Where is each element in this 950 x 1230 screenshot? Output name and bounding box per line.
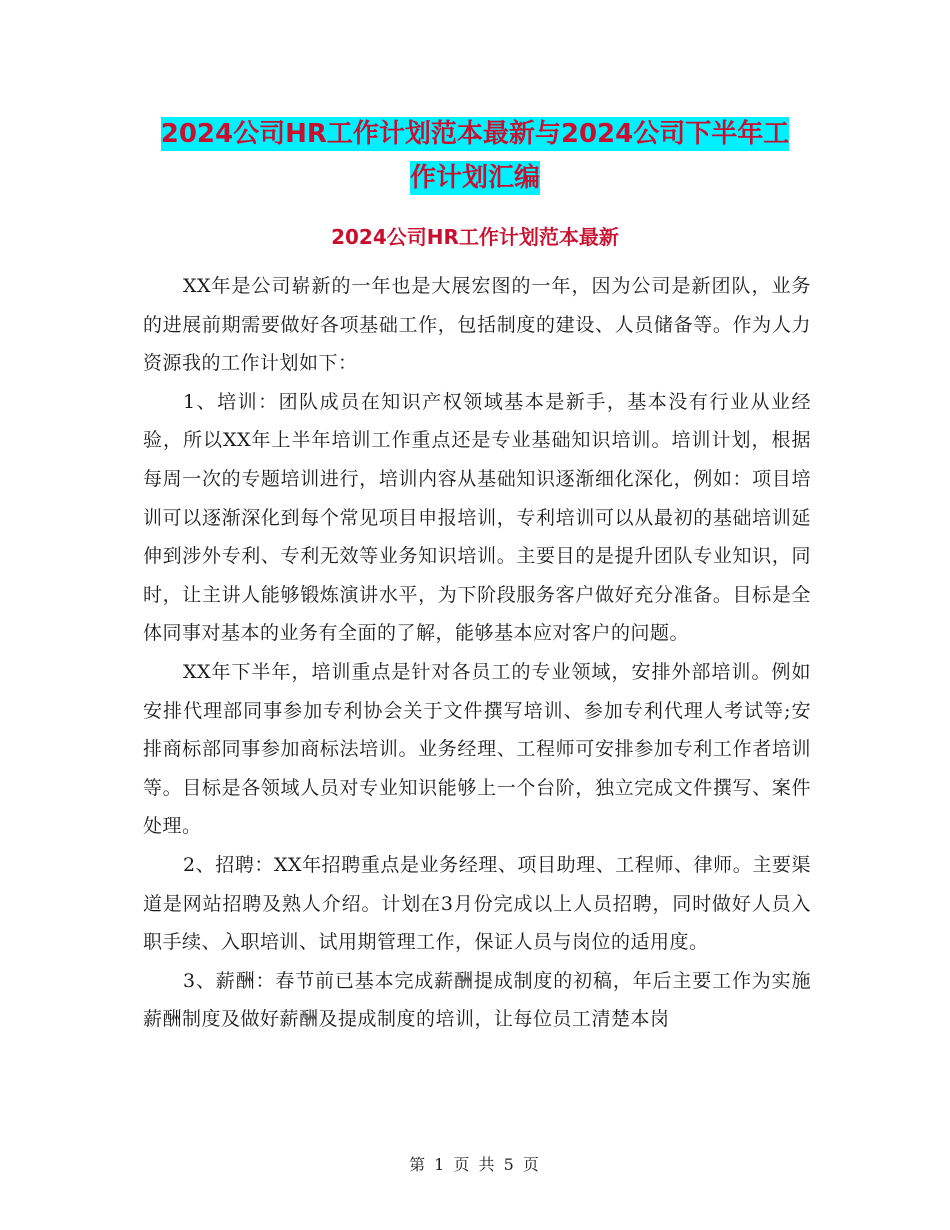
document-title-line-1: 2024公司HR工作计划范本最新与2024公司下半年工 [160,119,790,149]
document-body [143,267,811,1039]
document-title [120,112,830,200]
section-heading: 2024公司HR工作计划范本最新 [331,225,619,249]
page-number-footer: 第 1 页 共 5 页 [409,1155,541,1174]
paragraph-training: 1、培训：团队成员在知识产权领域基本是新手，基本没有行业从业经验，所以XX年上半年培训工作重点还是专业基础知识培训。培训计划，根据每周一次的专题培训进行，培训内容从基础知识逐渐细化深化，例如：项目培训可以逐渐深化到每个常见项目申报培训，专利培训可以从最初的基础培训延伸到涉外专利、专利无效等业务知识培训。主要目的是提升团队专业知识，同时，让主讲人能够锻炼演讲水平，为下阶段服务客户做好充分准备。目标是全体同事对基本的业务有全面的了解，能够基本应对客户的问题。 [143,390,811,645]
paragraph-training-second-half: XX年下半年，培训重点是针对各员工的专业领域，安排外部培训。例如安排代理部同事参加专利协会关于文件撰写培训、参加专利代理人考试等;安排商标部同事参加商标法培训。业务经理、工程师可安排参加专利工作者培训等。目标是各领域人员对专业知识能够上一个台阶，独立完成文件撰写、案件处理。 [143,660,811,838]
document-title-line-2: 作计划汇编 [409,163,540,193]
paragraph-compensation: 3、薪酬：春节前已基本完成薪酬提成制度的初稿，年后主要工作为实施薪酬制度及做好薪酬及提成制度的培训，让每位员工清楚本岗 [143,969,811,1031]
paragraph-recruitment: 2、招聘：XX年招聘重点是业务经理、项目助理、工程师、律师。主要渠道是网站招聘及熟人介绍。计划在3月份完成以上人员招聘，同时做好人员入职手续、入职培训、试用期管理工作，保证人员与岗位的适用度。 [143,853,811,954]
paragraph-intro: XX年是公司崭新的一年也是大展宏图的一年，因为公司是新团队，业务的进展前期需要做好各项基础工作，包括制度的建设、人员储备等。作为人力资源我的工作计划如下： [143,275,811,375]
